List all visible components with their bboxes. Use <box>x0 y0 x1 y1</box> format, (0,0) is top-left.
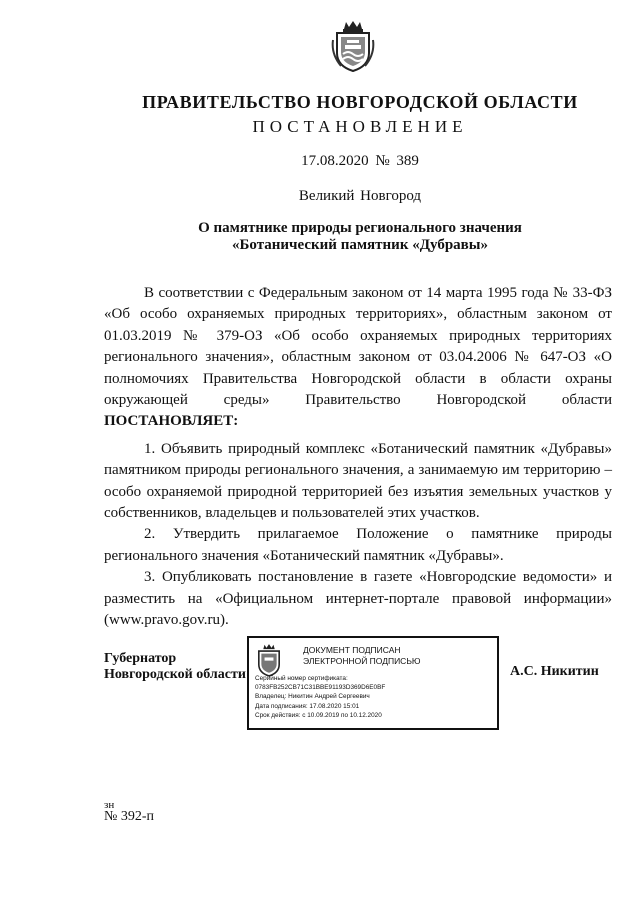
item-3: 3. Опубликовать постановление в газете «Новгородские ведомости» и разместить на «Официальном интернет-портале правовой информации» (www.pravo.gov.ru). <box>104 569 612 629</box>
stamp-heading <box>303 645 421 667</box>
stamp-heading-line-1: ДОКУМЕНТ ПОДПИСАН <box>303 645 401 655</box>
coat-of-arms-icon <box>331 20 375 72</box>
document-body <box>104 283 612 632</box>
position-line-2: Новгородской области <box>104 667 246 682</box>
electronic-signature-stamp <box>247 636 499 730</box>
document-title <box>100 220 620 254</box>
footer-reference <box>104 800 154 824</box>
number-sign: № <box>375 153 390 169</box>
preamble-paragraph <box>104 283 612 433</box>
footer-initials: зн <box>104 799 115 811</box>
resolves-word: ПОСТАНОВЛЯЕТ: <box>104 413 239 430</box>
stamp-signed-date: Дата подписания: 17.08.2020 15:01 <box>255 702 360 710</box>
item-1: 1. Объявить природный комплекс «Ботанический памятник «Дубравы» памятником природы регионального значения, а занимаемую им территорию – особо охраняемой природной территорией без изъятия земельных участков у собственников, владельцев и пользователей этих участков. <box>104 440 612 522</box>
document-date: 17.08.2020 <box>301 153 369 169</box>
stamp-details <box>255 674 385 720</box>
signer-position <box>104 651 246 683</box>
position-line-1: Губернатор <box>104 651 177 666</box>
stamp-cert-label: Серийный номер сертификата: <box>255 675 348 682</box>
title-line-1: О памятнике природы регионального значения <box>198 220 522 236</box>
stamp-heading-line-2: ЭЛЕКТРОННОЙ ПОДПИСЬЮ <box>303 656 421 666</box>
signer-name: А.С. Никитин <box>510 664 599 679</box>
stamp-cert-number: 0783FB252CB71C31BBE91193D369D6E0BF <box>255 684 386 692</box>
preamble-text: В соответствии с Федеральным законом от 14 марта 1995 года № 33-ФЗ «Об особо охраняемых природных территориях», областным законом от 01.03.2019 № 379-ОЗ «Об особо охраняемых природных территориях регионального значения», областным законом от 03.04.2006 № 647-ОЗ «О полномочиях Правительства Новгородской области в области охраны окружающей среды» Правительство Новгородской области <box>104 285 612 409</box>
document-type: ПОСТАНОВЛЕНИЕ <box>252 117 468 136</box>
document-number: 389 <box>396 153 419 169</box>
date-number-line <box>100 153 620 170</box>
stamp-owner: Владелец: Никитин Андрей Сергеевич <box>255 693 370 701</box>
footer-number: № 392-п <box>104 809 155 824</box>
city: Великий Новгород <box>298 188 422 204</box>
stamp-validity: Срок действия: с 10.09.2019 по 10.12.2020 <box>255 711 382 719</box>
title-line-2: «Ботанический памятник «Дубравы» <box>232 237 488 253</box>
government-name: ПРАВИТЕЛЬСТВО НОВГОРОДСКОЙ ОБЛАСТИ <box>142 92 578 112</box>
stamp-coat-of-arms-icon <box>255 643 283 677</box>
item-2: 2. Утвердить прилагаемое Положение о памятнике природы регионального значения «Ботанический памятник «Дубравы». <box>104 526 612 564</box>
